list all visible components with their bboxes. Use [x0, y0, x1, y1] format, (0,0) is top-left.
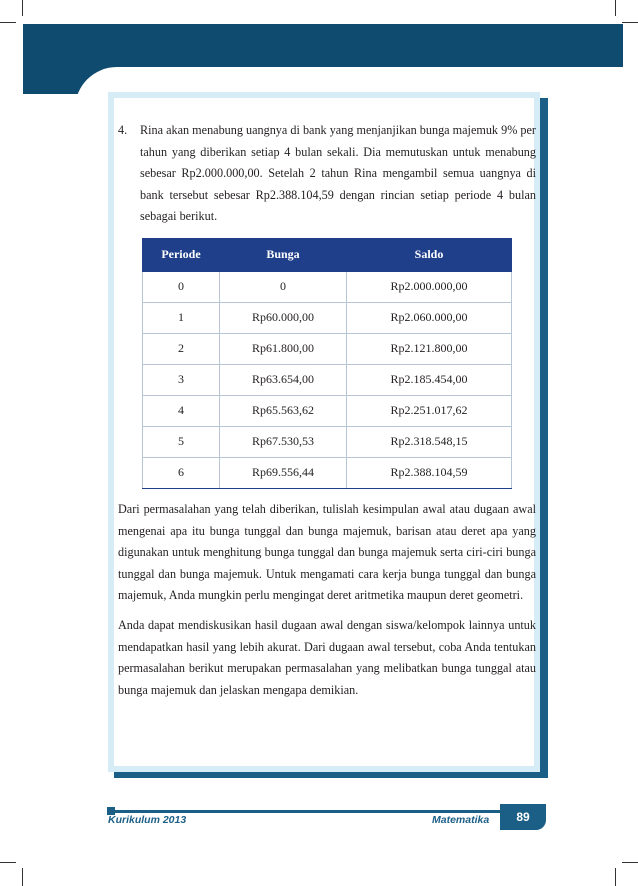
- crop-mark: [0, 22, 16, 23]
- table-header-row: [143, 238, 512, 271]
- table-row: [143, 426, 512, 457]
- header-periode: Periode: [143, 238, 220, 271]
- crop-mark: [615, 0, 616, 16]
- page-content: [118, 120, 536, 709]
- header-bunga: Bunga: [220, 238, 347, 271]
- header-saldo: Saldo: [347, 238, 512, 271]
- crop-mark: [615, 868, 616, 886]
- crop-mark: [22, 868, 23, 886]
- cell-bunga: Rp61.800,00: [220, 333, 347, 364]
- cell-periode: 5: [143, 426, 220, 457]
- crop-mark: [622, 862, 638, 863]
- table-row: [143, 457, 512, 488]
- item-text: Rina akan menabung uangnya di bank yang menjanjikan bunga majemuk 9% per tahun yang diberikan setiap 4 bulan sekali. Dia memutuskan untuk menabung sebesar Rp2.000.000,00. Setelah 2 tahun Rina mengambil semua uangnya di bank tersebut sebesar Rp2.388.104,59 dengan rincian setiap periode 4 bulan sebagai berikut.: [140, 123, 536, 224]
- cell-saldo: Rp2.000.000,00: [347, 271, 512, 302]
- paragraph: Anda dapat mendiskusikan hasil dugaan awal dengan siswa/kelompok lainnya untuk mendapatkan hasil yang lebih akurat. Dari dugaan awal tersebut, coba Anda tentukan permasalahan berikut merupakan permasalahan yang melibatkan bunga tunggal atau bunga majemuk dan jelaskan mengapa demikian.: [118, 617, 536, 697]
- crop-mark: [622, 22, 638, 23]
- cell-periode: 3: [143, 364, 220, 395]
- cell-bunga: Rp60.000,00: [220, 302, 347, 333]
- table-row: [143, 395, 512, 426]
- cell-periode: 1: [143, 302, 220, 333]
- cell-saldo: Rp2.251.017,62: [347, 395, 512, 426]
- cell-bunga: Rp69.556,44: [220, 457, 347, 488]
- crop-mark: [0, 862, 16, 863]
- cell-bunga: Rp63.654,00: [220, 364, 347, 395]
- cell-periode: 0: [143, 271, 220, 302]
- table-row: [143, 364, 512, 395]
- paragraph: Dari permasalahan yang telah diberikan, tulislah kesimpulan awal atau dugaan awal mengenai apa itu bunga tunggal dan bunga majemuk, barisan atau deret apa yang digunakan untuk menghitung bunga tunggal dan bunga majemuk serta ciri-ciri bunga tunggal dan bunga majemuk. Untuk mengamati cara kerja bunga tunggal dan bunga majemuk, Anda mungkin perlu mengingat deret aritmetika maupun deret geometri.: [118, 501, 536, 603]
- page-number: 89: [500, 804, 546, 830]
- table-row: [143, 271, 512, 302]
- footer-subject: Matematika: [432, 814, 490, 826]
- problem-item: [118, 120, 536, 228]
- interest-table: [142, 238, 512, 489]
- cell-bunga: 0: [220, 271, 347, 302]
- footer-book-title: Kurikulum 2013: [108, 814, 187, 826]
- footer-rule: [110, 810, 510, 813]
- item-number: 4.: [118, 123, 128, 137]
- cell-saldo: Rp2.388.104,59: [347, 457, 512, 488]
- cell-bunga: Rp65.563,62: [220, 395, 347, 426]
- cell-saldo: Rp2.121.800,00: [347, 333, 512, 364]
- table-row: [143, 333, 512, 364]
- cell-periode: 2: [143, 333, 220, 364]
- cell-periode: 6: [143, 457, 220, 488]
- cell-bunga: Rp67.530,53: [220, 426, 347, 457]
- cell-periode: 4: [143, 395, 220, 426]
- table-row: [143, 302, 512, 333]
- cell-saldo: Rp2.185.454,00: [347, 364, 512, 395]
- crop-mark: [22, 0, 23, 16]
- cell-saldo: Rp2.060.000,00: [347, 302, 512, 333]
- cell-saldo: Rp2.318.548,15: [347, 426, 512, 457]
